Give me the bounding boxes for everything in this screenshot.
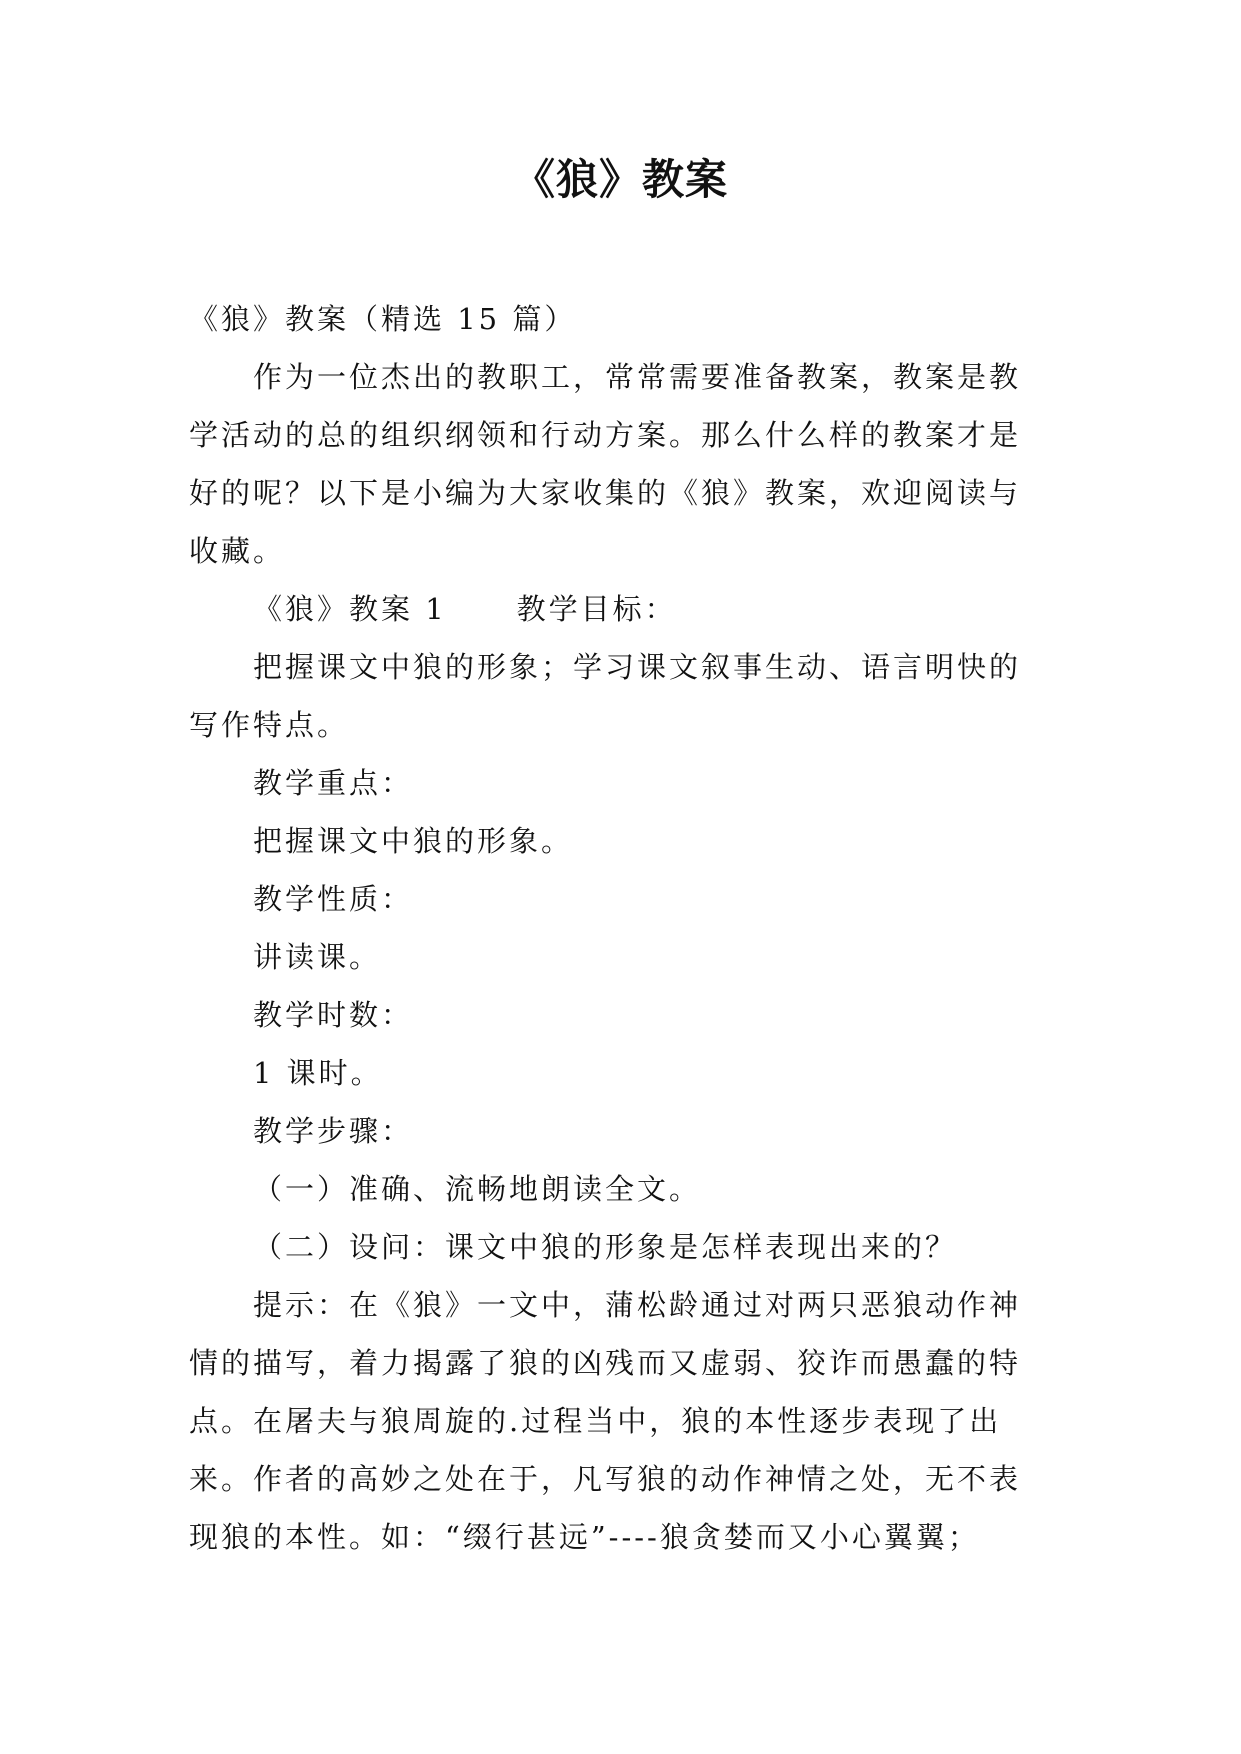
section1-title: 《狼》教案 1 [253, 592, 447, 626]
nature-paragraph: 讲读课。 [253, 940, 382, 974]
steps-heading: 教学步骤： [253, 1114, 414, 1148]
step2-paragraph: （二）设问：课文中狼的形象是怎样表现出来的？ [253, 1230, 958, 1264]
step1-paragraph: （一）准确、流畅地朗读全文。 [253, 1172, 702, 1206]
hours-heading: 教学时数： [253, 998, 414, 1032]
hours-paragraph: 1 课时。 [253, 1056, 383, 1090]
document-subtitle: 《狼》教案（精选 15 篇） [189, 302, 577, 336]
hint-paragraph: 提示：在《狼》一文中，蒲松龄通过对两只恶狼动作神情的描写，着力揭露了狼的凶残而又虚弱、狡诈而愚蠢的特点。在屠夫与狼周旋的.过程当中，狼的本性逐步表现了出来。作者的高妙之处在于，凡写狼的动作神情之处，无不表现狼的本性。如：“缀行甚远”----狼贪婪而又小心翼翼； [189, 1288, 1022, 1554]
intro-paragraph: 作为一位杰出的教职工，常常需要准备教案，教案是教学活动的总的组织纲领和行动方案。那么什么样的教案才是好的呢？以下是小编为大家收集的《狼》教案，欢迎阅读与收藏。 [189, 360, 1022, 568]
section1-line [189, 580, 1049, 638]
focus-heading: 教学重点： [253, 766, 414, 800]
goal-heading: 教学目标： [516, 592, 677, 626]
goal-paragraph: 把握课文中狼的形象；学习课文叙事生动、语言明快的写作特点。 [189, 650, 1022, 742]
nature-heading: 教学性质： [253, 882, 414, 916]
document-body [189, 290, 1049, 1566]
focus-paragraph: 把握课文中狼的形象。 [253, 824, 574, 858]
document-title: 《狼》教案 [512, 155, 728, 204]
